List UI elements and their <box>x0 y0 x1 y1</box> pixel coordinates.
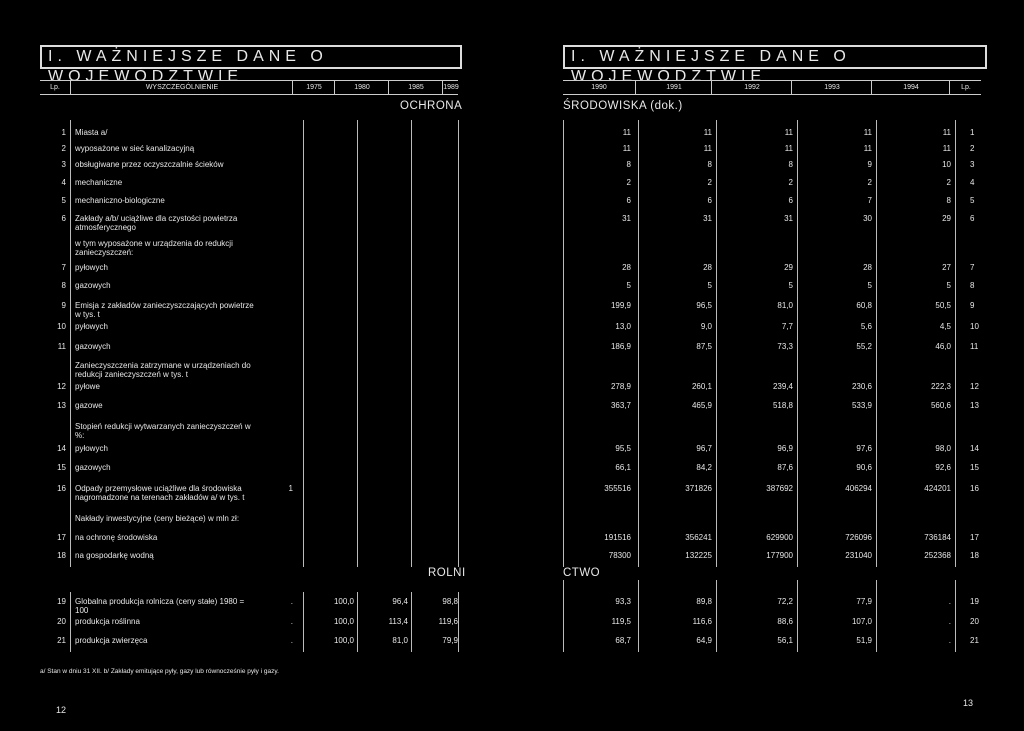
row-lp-right: 9 <box>970 301 975 310</box>
row-lp: 7 <box>61 263 66 272</box>
right-cell: 6 <box>788 196 793 205</box>
row-label: na ochronę środowiska <box>75 533 158 542</box>
right-cell: 11 <box>784 144 793 153</box>
right-col-divider-5 <box>955 120 956 567</box>
right-cell: 8 <box>946 196 951 205</box>
right-cell: 28 <box>863 263 872 272</box>
right-cell: 424201 <box>924 484 951 493</box>
right-cell: 560,6 <box>930 401 951 410</box>
row-lp-right: 14 <box>970 444 979 453</box>
right-cell: 5 <box>867 281 872 290</box>
left-cell: 81,0 <box>392 636 408 645</box>
right-cell: 736184 <box>924 533 951 542</box>
left-cell: 1 <box>288 484 293 493</box>
right-cell: 11 <box>863 128 872 137</box>
left-col-divider-4 <box>458 120 459 567</box>
right-cell: 50,5 <box>935 301 951 310</box>
right-cell: 4,5 <box>939 322 951 331</box>
right-cell: 84,2 <box>696 463 712 472</box>
row-label: pyłowe <box>75 382 100 391</box>
right-cell: 8 <box>707 160 712 169</box>
row-lp: 4 <box>61 178 66 187</box>
header-year-1992: 1992 <box>711 81 792 94</box>
row-lp-right: 10 <box>970 322 979 331</box>
row-label: gazowych <box>75 463 111 472</box>
right-cell: 177900 <box>766 551 793 560</box>
right-cell: 356241 <box>685 533 712 542</box>
right-cell: 5 <box>788 281 793 290</box>
right-cell: 2 <box>946 178 951 187</box>
right-col-divider-2 <box>716 120 717 567</box>
page-number-left: 12 <box>56 705 67 715</box>
section-rolni: ROLNI <box>428 567 466 579</box>
row-label: Nakłady inwestycyjne (ceny bieżące) w mln zł: <box>75 514 240 523</box>
right-cell: 28 <box>703 263 712 272</box>
right-cell: 64,9 <box>696 636 712 645</box>
right-cell: 5 <box>626 281 631 290</box>
right-cell: 5,6 <box>860 322 872 331</box>
right-cell: 98,0 <box>935 444 951 453</box>
row-label: mechaniczno-biologiczne <box>75 196 165 205</box>
page-number-right: 13 <box>963 698 974 708</box>
right-cell: 629900 <box>766 533 793 542</box>
row-lp-right: 7 <box>970 263 975 272</box>
right-cell: 9 <box>867 160 872 169</box>
left-cell: 79,9 <box>442 636 458 645</box>
row-lp: 15 <box>57 463 66 472</box>
right-cell: 81,0 <box>777 301 793 310</box>
left-cell: 119,6 <box>438 617 458 626</box>
right-cell: 11 <box>622 128 631 137</box>
header-year-1980: 1980 <box>334 81 389 94</box>
right-cell: 2 <box>626 178 631 187</box>
right-cell: 11 <box>622 144 631 153</box>
left-col-divider-3 <box>411 120 412 567</box>
right-cell: 73,3 <box>777 342 793 351</box>
right-cell: 66,1 <box>615 463 631 472</box>
section-ctwo: CTWO <box>563 567 601 579</box>
left-cell: 96,4 <box>392 597 408 606</box>
right-cell: 252368 <box>924 551 951 560</box>
footnote: a/ Stan w dniu 31 XII. b/ Zakłady emitujące pyły, gazy lub równocześnie pyły i gazy. <box>40 668 279 675</box>
row-lp-right: 5 <box>970 196 975 205</box>
row-label: gazowe <box>75 401 103 410</box>
section-srodowiska: ŚRODOWISKA (dok.) <box>563 100 683 112</box>
right-cell: 7,7 <box>781 322 793 331</box>
right-col-divider-b3 <box>797 580 798 652</box>
right-cell: 56,1 <box>777 636 793 645</box>
row-label: mechaniczne <box>75 178 123 187</box>
header-year-1994: 1994 <box>871 81 950 94</box>
right-col-divider-b0 <box>563 580 564 652</box>
row-lp-right: 17 <box>970 533 979 542</box>
row-lp: 10 <box>57 322 66 331</box>
row-lp: 2 <box>61 144 66 153</box>
row-lp: 1 <box>61 128 66 137</box>
right-cell: 371826 <box>685 484 712 493</box>
row-lp-right: 6 <box>970 214 975 223</box>
left-lp-divider <box>70 120 71 567</box>
right-cell: 13,0 <box>615 322 631 331</box>
right-cell: 78300 <box>608 551 631 560</box>
right-cell: 90,6 <box>856 463 872 472</box>
row-label: gazowych <box>75 281 111 290</box>
left-cell: 113,4 <box>388 617 408 626</box>
left-cell: . <box>290 636 293 645</box>
right-page-title: I. WAŻNIEJSZE DANE O WOJEWÓDZTWIE <box>563 45 987 69</box>
left-cell: 98,8 <box>442 597 458 606</box>
right-cell: 27 <box>942 263 951 272</box>
row-lp: 8 <box>61 281 66 290</box>
right-cell: 11 <box>942 128 951 137</box>
right-cell: 8 <box>626 160 631 169</box>
row-lp-right: 13 <box>970 401 979 410</box>
row-lp-right: 8 <box>970 281 975 290</box>
left-cell: 100,0 <box>333 617 354 626</box>
right-col-divider-b2 <box>716 580 717 652</box>
row-lp: 13 <box>57 401 66 410</box>
right-cell: 119,5 <box>611 617 631 626</box>
right-cell: 260,1 <box>691 382 712 391</box>
right-cell: 533,9 <box>851 401 872 410</box>
right-cell: 231040 <box>845 551 872 560</box>
header-year-1991: 1991 <box>635 81 712 94</box>
right-cell: 6 <box>707 196 712 205</box>
right-cell: 31 <box>703 214 712 223</box>
right-cell: 92,6 <box>935 463 951 472</box>
right-cell: 5 <box>707 281 712 290</box>
row-lp: 5 <box>61 196 66 205</box>
right-cell: 95,5 <box>615 444 631 453</box>
row-lp: 9 <box>61 301 66 310</box>
right-cell: 7 <box>867 196 872 205</box>
right-col-divider-b4 <box>876 580 877 652</box>
row-lp: 14 <box>57 444 66 453</box>
left-cell: 100,0 <box>333 636 354 645</box>
header-year-1993: 1993 <box>791 81 872 94</box>
right-cell: 132225 <box>685 551 712 560</box>
row-lp: 17 <box>57 533 66 542</box>
row-lp-right: 21 <box>970 636 979 645</box>
right-cell: 51,9 <box>856 636 872 645</box>
right-cell: 465,9 <box>691 401 712 410</box>
right-col-divider-b5 <box>955 580 956 652</box>
header-year-1990: 1990 <box>591 84 607 91</box>
row-lp-right: 4 <box>970 178 975 187</box>
right-cell: 186,9 <box>610 342 631 351</box>
right-cell: 55,2 <box>856 342 872 351</box>
right-cell: 28 <box>622 263 631 272</box>
right-cell: 2 <box>788 178 793 187</box>
right-cell: 46,0 <box>935 342 951 351</box>
row-lp: 3 <box>61 160 66 169</box>
right-cell: . <box>948 636 951 645</box>
row-label: Miasta a/ <box>75 128 108 137</box>
right-cell: 89,8 <box>696 597 712 606</box>
right-cell: 93,3 <box>615 597 631 606</box>
right-cell: 363,7 <box>610 401 631 410</box>
row-label: Zakłady a/b/ uciążliwe dla czystości powietrza atmosferycznego <box>75 214 238 232</box>
row-lp-right: 18 <box>970 551 979 560</box>
section-ochrona: OCHRONA <box>400 100 463 112</box>
right-cell: 87,6 <box>777 463 793 472</box>
left-table-header <box>40 80 458 95</box>
right-cell: 11 <box>784 128 793 137</box>
right-cell: 726096 <box>845 533 872 542</box>
right-cell: 11 <box>703 144 712 153</box>
row-label: produkcja zwierzęca <box>75 636 148 645</box>
header-description: WYSZCZEGÓLNIENIE <box>70 81 293 94</box>
right-cell: 387692 <box>766 484 793 493</box>
row-lp-right: 3 <box>970 160 975 169</box>
right-cell: 222,3 <box>930 382 951 391</box>
left-cell: . <box>290 617 293 626</box>
row-lp-right: 20 <box>970 617 979 626</box>
right-cell: 96,9 <box>777 444 793 453</box>
left-page-title: I. WAŻNIEJSZE DANE O WOJEWÓDZTWIE <box>40 45 462 69</box>
right-cell: 60,8 <box>856 301 872 310</box>
row-lp: 21 <box>57 636 66 645</box>
row-label: obsługiwane przez oczyszczalnie ścieków <box>75 160 224 169</box>
row-lp-right: 1 <box>970 128 975 137</box>
row-label: pyłowych <box>75 444 108 453</box>
row-lp-right: 15 <box>970 463 979 472</box>
row-label: Odpady przemysłowe uciążliwe dla środowiska nagromadzone na terenach zakładów a/ w tys. t <box>75 484 245 502</box>
row-label: gazowych <box>75 342 111 351</box>
row-lp: 11 <box>57 342 66 351</box>
right-cell: 96,7 <box>696 444 712 453</box>
right-cell: 9,0 <box>700 322 712 331</box>
right-cell: 278,9 <box>610 382 631 391</box>
right-cell: . <box>948 617 951 626</box>
right-cell: 2 <box>707 178 712 187</box>
row-label: produkcja roślinna <box>75 617 140 626</box>
right-cell: 87,5 <box>696 342 712 351</box>
row-lp-right: 12 <box>970 382 979 391</box>
row-lp: 20 <box>57 617 66 626</box>
right-cell: 11 <box>863 144 872 153</box>
right-cell: 116,6 <box>692 617 712 626</box>
right-cell: 406294 <box>845 484 872 493</box>
row-lp: 16 <box>57 484 66 493</box>
row-lp-right: 11 <box>970 342 979 351</box>
right-cell: 355516 <box>604 484 631 493</box>
right-cell: 29 <box>942 214 951 223</box>
row-lp: 6 <box>61 214 66 223</box>
header-lp: Lp. <box>50 84 60 91</box>
left-cell: . <box>290 597 293 606</box>
row-label: pyłowych <box>75 322 108 331</box>
header-year-1975: 1975 <box>292 81 335 94</box>
right-col-divider-1 <box>638 120 639 567</box>
header-year-1989: 1989 <box>442 81 459 94</box>
left-col-divider-1 <box>303 120 304 567</box>
right-col-divider-b1 <box>638 580 639 652</box>
row-lp-right: 16 <box>970 484 979 493</box>
right-cell: 107,0 <box>851 617 872 626</box>
row-label: pyłowych <box>75 263 108 272</box>
right-cell: 77,9 <box>856 597 872 606</box>
right-cell: 11 <box>942 144 951 153</box>
header-lp-right: Lp. <box>949 81 982 94</box>
right-cell: 72,2 <box>777 597 793 606</box>
right-cell: 518,8 <box>772 401 793 410</box>
right-cell: 29 <box>784 263 793 272</box>
right-cell: 68,7 <box>615 636 631 645</box>
row-label: wyposażone w sieć kanalizacyjną <box>75 144 195 153</box>
row-lp-right: 2 <box>970 144 975 153</box>
right-cell: 10 <box>942 160 951 169</box>
right-col-divider-3 <box>797 120 798 567</box>
right-cell: 97,6 <box>856 444 872 453</box>
right-cell: 199,9 <box>610 301 631 310</box>
right-cell: 239,4 <box>772 382 793 391</box>
right-cell: 6 <box>626 196 631 205</box>
left-col-divider-b4 <box>458 592 459 652</box>
left-lp-divider-b <box>70 592 71 652</box>
right-cell: 11 <box>703 128 712 137</box>
row-label: w tym wyposażone w urządzenia do redukcji zanieczyszczeń: <box>75 239 233 257</box>
row-label: Globalna produkcja rolnicza (ceny stałe) 1980 = 100 <box>75 597 245 615</box>
row-lp: 19 <box>57 597 66 606</box>
right-cell: 5 <box>946 281 951 290</box>
row-label: Zanieczyszczenia zatrzymane w urządzeniach do redukcji zanieczyszczeń w tys. t <box>75 361 251 379</box>
row-lp: 18 <box>57 551 66 560</box>
right-col-divider-4 <box>876 120 877 567</box>
row-lp-right: 19 <box>970 597 979 606</box>
row-lp: 12 <box>57 382 66 391</box>
right-cell: 88,6 <box>777 617 793 626</box>
header-year-1985: 1985 <box>388 81 443 94</box>
right-cell: 31 <box>622 214 631 223</box>
right-cell: 191516 <box>604 533 631 542</box>
right-cell: 230,6 <box>851 382 872 391</box>
right-cell: 30 <box>863 214 872 223</box>
right-cell: . <box>948 597 951 606</box>
right-cell: 8 <box>788 160 793 169</box>
left-col-divider-2 <box>357 120 358 567</box>
right-table-header <box>563 80 981 95</box>
right-cell: 2 <box>867 178 872 187</box>
right-cell: 96,5 <box>696 301 712 310</box>
right-cell: 31 <box>784 214 793 223</box>
row-label: Emisja z zakładów zanieczyszczających powietrze w tys. t <box>75 301 254 319</box>
left-cell: 100,0 <box>333 597 354 606</box>
row-label: na gospodarkę wodną <box>75 551 154 560</box>
right-col-divider-0 <box>563 120 564 567</box>
row-label: Stopień redukcji wytwarzanych zanieczyszczeń w %: <box>75 422 251 440</box>
